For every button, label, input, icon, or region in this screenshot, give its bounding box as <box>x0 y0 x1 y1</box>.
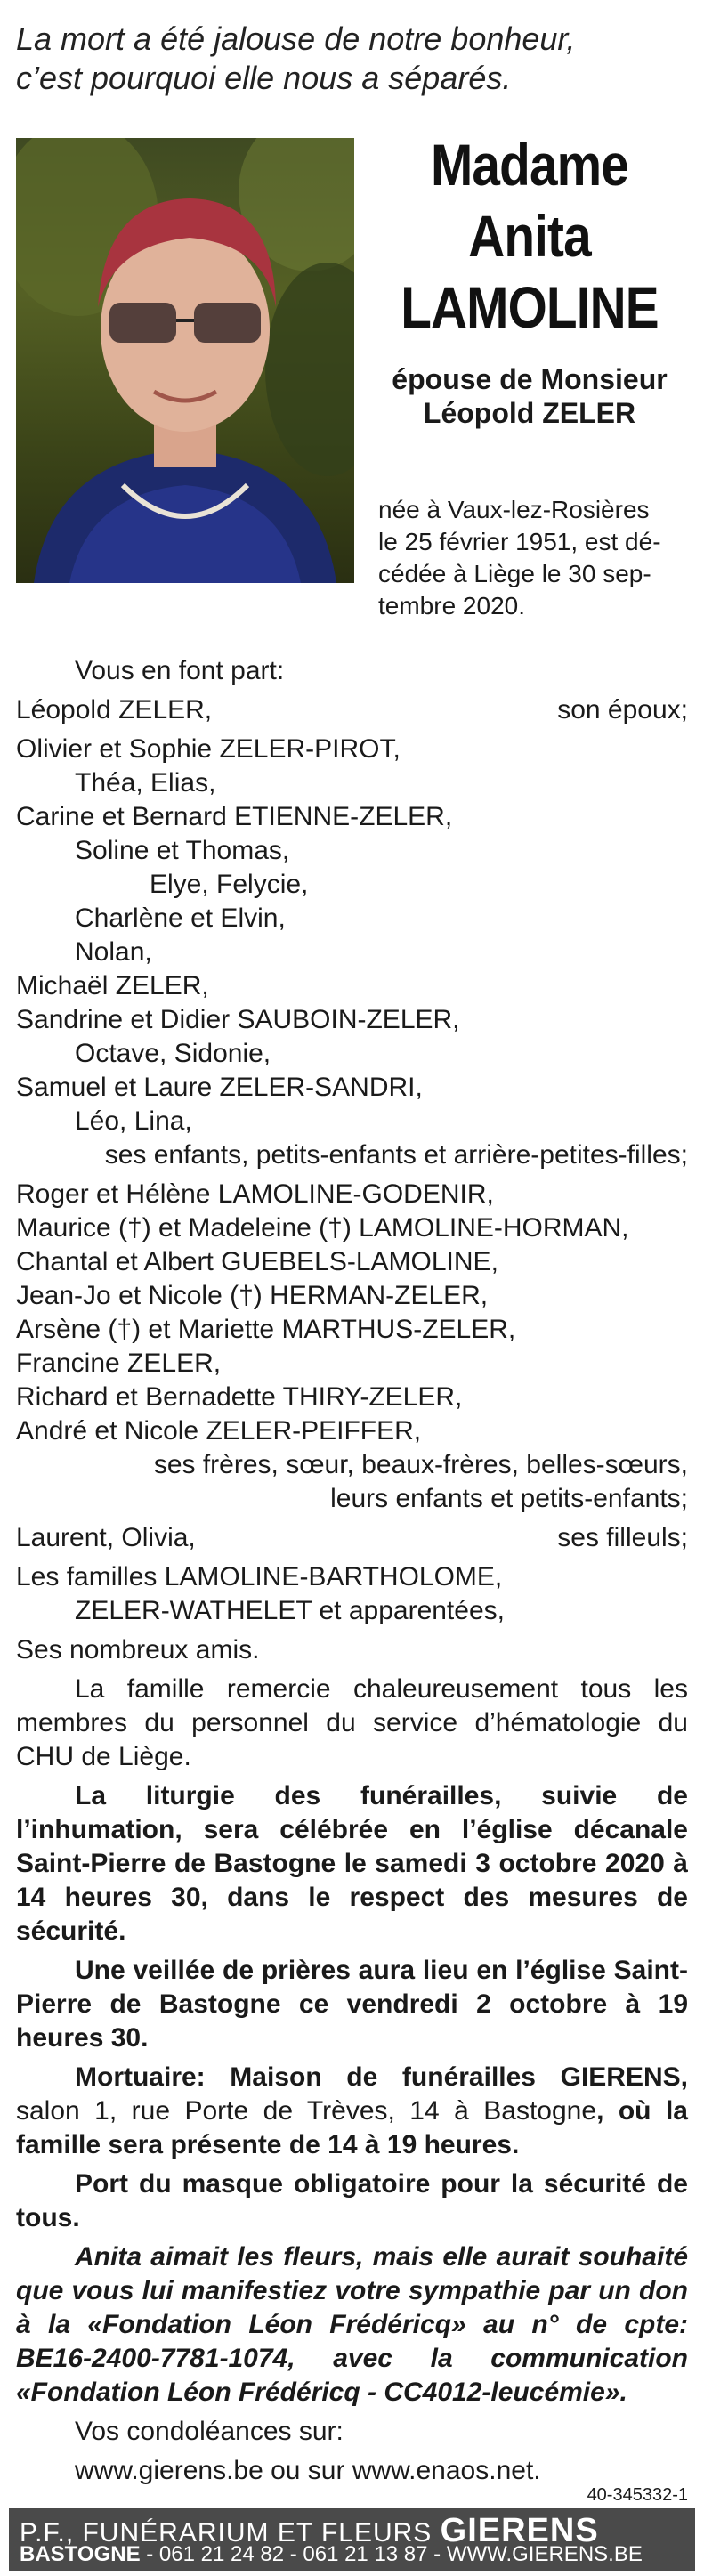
family-line: Roger et Hélène LAMOLINE-GODENIR, <box>16 1179 494 1209</box>
birth-line-3: cédée à Liège le 30 sep- <box>378 560 651 587</box>
family-line: Arsène (†) et Mariette MARTHUS-ZELER, <box>16 1315 516 1344</box>
epitaph-quote <box>16 20 675 98</box>
family-line: Ses nombreux amis. <box>16 1635 260 1665</box>
family-line: Chantal et Albert GUEBELS-LAMOLINE, <box>16 1247 498 1276</box>
family-relation-line: leurs enfants et petits-enfants; <box>330 1484 688 1513</box>
condolences-line-2: www.gierens.be ou sur www.enaos.net. <box>75 2456 541 2485</box>
family-relation-line: ses frères, sœur, beaux-frères, belles-sœurs, <box>153 1450 688 1479</box>
family-line: Charlène et Elvin, <box>75 903 286 933</box>
mortuary-address: salon 1, rue Porte de Trèves, 14 à Bastogne <box>16 2096 597 2126</box>
birth-line-1: née à Vaux-lez-Rosières <box>378 496 650 523</box>
family-line: Michaël ZELER, <box>16 971 209 1000</box>
banner-prefix: P.F., FUNÉRARIUM ET FLEURS <box>20 2518 433 2548</box>
family-line: Léo, Lina, <box>75 1106 192 1136</box>
family-relation-line: ses enfants, petits-enfants et arrière-petites-filles; <box>104 1140 688 1170</box>
family-relation: ses filleuls; <box>557 1523 688 1552</box>
first-name: Anita <box>468 203 591 269</box>
spouse-line-1: épouse de Monsieur <box>392 363 668 395</box>
banner-line-2 <box>20 2542 643 2567</box>
family-line: André et Nicole ZELER-PEIFFER, <box>16 1416 422 1446</box>
quote-line-1: La mort a été jalouse de notre bonheur, <box>16 20 576 57</box>
last-name: LAMOLINE <box>401 274 659 340</box>
title: Madame <box>431 132 628 198</box>
family-name: Léopold ZELER, <box>16 695 213 725</box>
family-line: Octave, Sidonie, <box>75 1039 271 1068</box>
family-line: Nolan, <box>75 937 152 967</box>
birth-line-2: le 25 février 1951, est dé- <box>378 528 661 555</box>
family-line: Carine et Bernard ETIENNE-ZELER, <box>16 802 453 831</box>
birth-line-4: tembre 2020. <box>378 592 525 620</box>
family-line: Maurice (†) et Madeleine (†) LAMOLINE-HORMAN, <box>16 1213 629 1243</box>
liturgy-paragraph: La liturgie des funérailles, suivie de l’inhumation, sera célébrée en l’église décanale Saint-Pierre de Bastogne le samedi 3 octobre 2020 à 14 heures 30, dans le respect des mesures de sécurité. <box>16 1781 688 1946</box>
family-row-godchildren <box>16 1521 688 1555</box>
family-line: Théa, Elias, <box>75 768 216 798</box>
family-line: Elye, Felycie, <box>150 870 309 899</box>
family-line: Soline et Thomas, <box>75 836 290 865</box>
family-line: ZELER-WATHELET et apparentées, <box>75 1596 505 1625</box>
thanks-paragraph: La famille remercie chaleureusement tous les membres du personnel du service d’hématologie du CHU de Liège. <box>16 1674 688 1771</box>
flowers-paragraph: Anita aimait les fleurs, mais elle aurait souhaité que vous lui manifestiez votre sympathie par un don à la «Fondation Léon Frédéricq» au n° de cpte: BE16-2400-7781-1074, avec la communication «Fondation Léon Frédéricq - CC4012-leucémie». <box>16 2242 688 2407</box>
family-line: Samuel et Laure ZELER-SANDRI, <box>16 1073 423 1102</box>
family-relation: son époux; <box>557 695 688 725</box>
vigil-paragraph: Une veillée de prières aura lieu en l’église Saint-Pierre de Bastogne ce vendredi 2 octobre à 19 heures 30. <box>16 1956 688 2053</box>
family-line: Olivier et Sophie ZELER-PIROT, <box>16 734 401 764</box>
family-row-spouse <box>16 693 688 727</box>
quote-line-2: c’est pourquoi elle nous a séparés. <box>16 60 512 96</box>
family-name: Laurent, Olivia, <box>16 1523 196 1552</box>
mortuary-label: Mortuaire: Maison de funérailles GIERENS, <box>75 2062 688 2092</box>
banner-contacts: - 061 21 24 82 - 061 21 13 87 - WWW.GIERENS.BE <box>140 2542 643 2566</box>
family-line: Jean-Jo et Nicole (†) HERMAN-ZELER, <box>16 1281 489 1310</box>
family-line: Les familles LAMOLINE-BARTHOLOME, <box>16 1562 503 1592</box>
family-line: Richard et Bernadette THIRY-ZELER, <box>16 1382 463 1412</box>
reference-number: 40-345332-1 <box>587 2485 688 2505</box>
announce-line: Vous en font part: <box>75 656 285 685</box>
mortuary-tail: , où la famille sera présente de 14 à 19 heures. <box>16 2096 688 2159</box>
obituary-body <box>16 654 688 2488</box>
banner-city: BASTOGNE <box>20 2542 141 2566</box>
family-line: Sandrine et Didier SAUBOIN-ZELER, <box>16 1005 460 1034</box>
family-line: Francine ZELER, <box>16 1349 222 1378</box>
portrait-illustration <box>16 138 354 583</box>
deceased-header <box>374 129 685 430</box>
portrait-photo <box>16 138 354 583</box>
mask-paragraph: Port du masque obligatoire pour la sécurité de tous. <box>16 2169 688 2232</box>
spouse-line-2: Léopold ZELER <box>423 397 636 429</box>
birth-death-info <box>378 494 690 622</box>
mortuary-paragraph <box>16 2061 688 2162</box>
funeral-home-banner <box>9 2508 695 2571</box>
spouse-info <box>374 362 685 430</box>
condolences-line-1: Vos condoléances sur: <box>75 2417 344 2446</box>
banner-brand: GIERENS <box>440 2512 599 2549</box>
